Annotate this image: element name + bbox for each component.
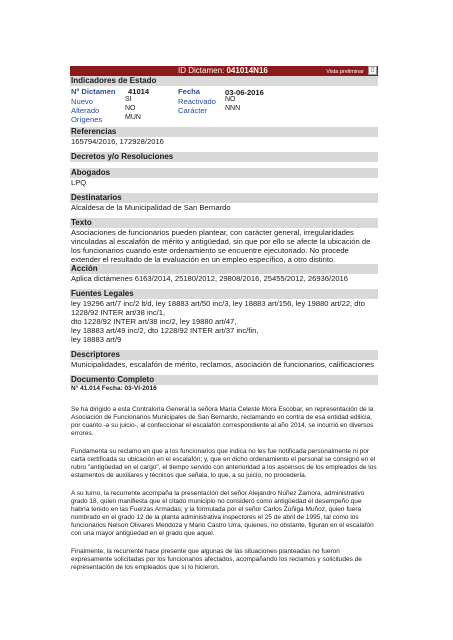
alterado-value: NO <box>125 105 136 112</box>
destinatarios-body: Alcaldesa de la Municipalidad de San Bernardo <box>71 203 231 212</box>
nuevo-label: Nuevo <box>71 97 93 106</box>
nro-label: Nº Dictamen <box>71 87 116 96</box>
origenes-value: MUN <box>125 114 141 121</box>
texto-heading: Texto <box>70 218 378 228</box>
nuevo-value: SI <box>125 96 132 103</box>
decretos-heading: Decretos y/o Resoluciones <box>70 152 378 162</box>
abogados-body: LPQ <box>71 178 87 187</box>
fuentes-line: ley 19296 art/7 inc/2 lt/d, ley 18883 art/50 inc/3, ley 18883 art/156, ley 19880 art/22, dto 1228/92 INTER art/38 inc/1, <box>71 299 365 317</box>
documento-paragraph: A su turno, la recurrente acompaña la presentación del señor Alejandro Núñez Zamora, administrativo grado 18, quien manifiesta que el citado municipio no consideró como antigüedad el desempeño que habría tenido en las Fuerzas Armadas; y la formulada por el señor Carlos Zúñiga Muñoz, quien fuera nombrado en el grado 12 de la planta administrativa inspectores el 25 de abril de 1995, tal como los funcionarios Nelson Olivares Mendoza y Mario Castro Urra, quienes, no obstante, figuran en el escalafón con una mayor antigüedad en el grado que aquel. <box>71 490 374 537</box>
documento-heading: Documento Completo <box>70 375 378 385</box>
documento-paragraph: Se ha dirigido a esta Contraloría General la señora María Celeste Mora Escobar, en representación de la Asociación de Funcionarios Municipales de San Bernardo, reclamando en contra de esa entidad edilicia, por cuanto -a su juicio-, al confeccionar el escalafón correspondiente al año 2014, se incurrió en diversos errores. <box>71 406 374 437</box>
estado-grid <box>70 86 378 124</box>
fuentes-heading: Fuentes Legales <box>70 289 378 299</box>
fuentes-line: ley 18883 art/49 inc/2, dto 1228/92 INTER art/37 inc/fin, <box>71 326 259 335</box>
reactivado-value: NO <box>225 96 236 103</box>
alterado-label: Alterado <box>71 106 100 115</box>
documento-paragraph: Fundamenta su reclamo en que a los funcionarios que indica no les fue notificada personalmente ni por carta certificada su ubicación en el escalafón; y, que en dicho ordenamiento el personal se consignó en el rubro "antigüedad en el cargo", el tiempo servido con anterioridad a los ascensos de los empleados de los estamentos de auxiliares y técnicos que señala, lo que, a su juicio, no procedería. <box>71 448 377 479</box>
preview-link[interactable]: Vista preliminar <box>326 69 364 75</box>
header-bar <box>70 66 378 76</box>
dictamen-id <box>178 66 268 76</box>
accion-heading: Acción <box>70 264 378 274</box>
documento-body <box>70 385 378 572</box>
descriptores-body: Municipalidades, escalafón de mérito, reclamos, asociación de funcionarios, calificaciones <box>71 360 375 369</box>
accion-body: Aplica dictámenes 6163/2014, 25180/2012, 29808/2016, 25455/2012, 26936/2016 <box>71 274 348 283</box>
texto-body: Asociaciones de funcionarios pueden plantear, con carácter general, irregularidades vinculadas al escalafón de mérito y antigüedad, sin que por ello se afecte la ubicación de los funcionarios cuando este ordenamiento se encuentre ejecutoriado. No procede extender el resultado de la evaluación en un empleo específico, a otro distinto. <box>71 228 371 264</box>
destinatarios-heading: Destinatarios <box>70 193 378 203</box>
fuentes-line: dto 1228/92 INTER art/38 inc/2, ley 19880 art/47, <box>71 317 237 326</box>
nro-value: 41014 <box>128 87 150 96</box>
fecha-label: Fecha <box>178 87 200 96</box>
id-value: 041014N16 <box>226 66 268 75</box>
abogados-heading: Abogados <box>70 168 378 178</box>
pdf-icon[interactable]: ▯ <box>368 66 377 75</box>
fuentes-line: ley 18883 art/9 <box>71 335 122 344</box>
descriptores-heading: Descriptores <box>70 350 378 360</box>
dictamen-page <box>70 66 378 582</box>
documento-paragraph: Finalmente, la recurrente hace presente que algunas de las situaciones planteadas no fueron expresamente solicitadas por los funcionarios afectados, acompañando los reclamos y solicitudes de representación de los empleados que sí lo hicieron. <box>71 548 362 571</box>
reactivado-label: Reactivado <box>178 97 216 106</box>
fecha-value: 03-06-2016 <box>225 88 264 97</box>
estado-heading: Indicadores de Estado <box>70 76 378 86</box>
fuentes-body <box>70 299 378 344</box>
referencias-heading: Referencias <box>70 127 378 137</box>
caracter-label: Carácter <box>178 106 208 115</box>
documento-firm: N° 41.014 Fecha: 03-VI-2016 <box>71 385 157 392</box>
caracter-value: NNN <box>225 105 241 112</box>
id-label: ID Dictamen: <box>178 66 225 75</box>
referencias-body: 165794/2016, 172928/2016 <box>71 137 164 146</box>
origenes-label: Orígenes <box>71 115 103 124</box>
